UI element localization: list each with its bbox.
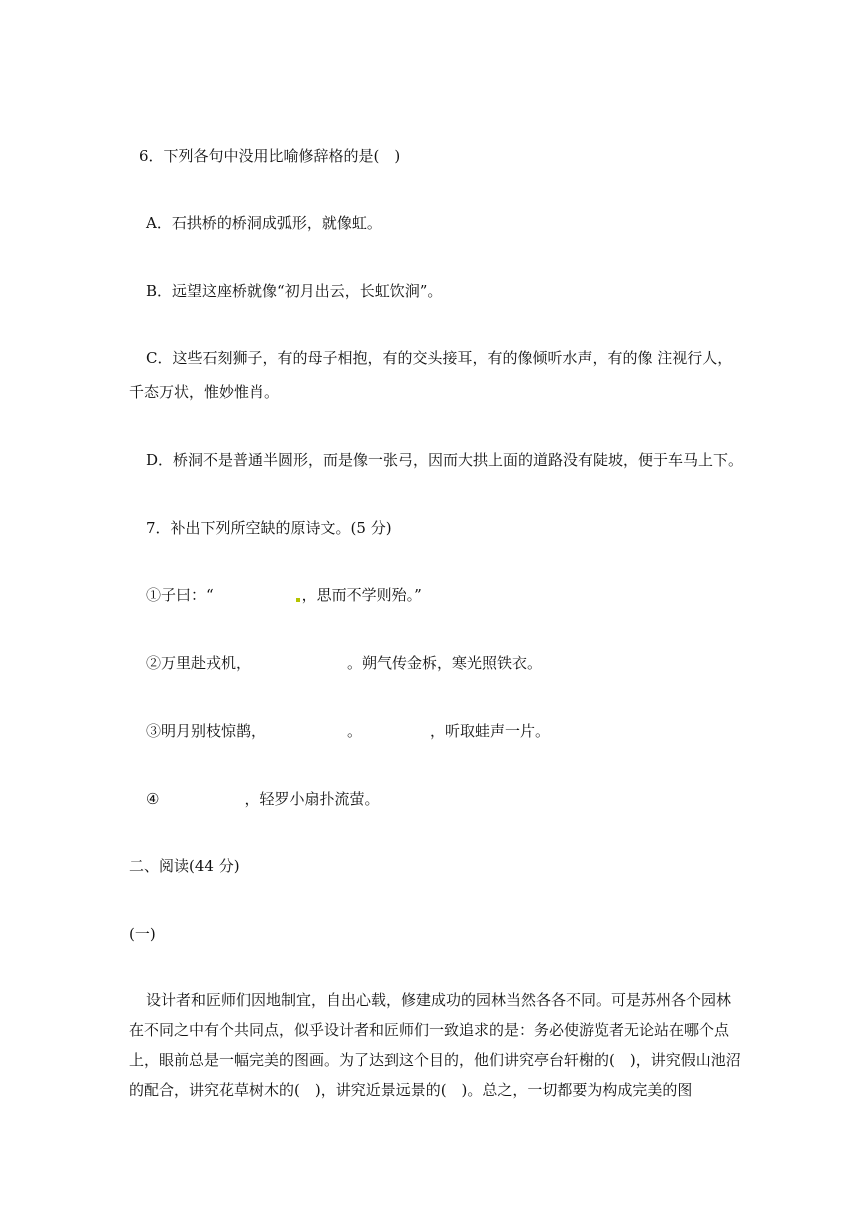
item-1-prefix: ①子曰：“: [146, 586, 214, 604]
question-6-option-a: A．石拱桥的桥洞成弧形，就像虹。: [146, 214, 382, 232]
section-2-heading: 二、阅读(44 分): [129, 857, 240, 875]
question-6-option-d: D．桥洞不是普通半圆形，而是像一张弓，因而大拱上面的道路没有陡坡，便于车马上下。: [146, 451, 744, 469]
item-4-suffix: ，轻罗小扇扑流萤。: [244, 790, 380, 808]
question-7-item-1: [146, 585, 422, 605]
question-7-item-3: [146, 721, 550, 741]
item-3-suffix: ，听取蛙声一片。: [430, 722, 551, 740]
question-7-item-4: [146, 789, 379, 809]
question-6-option-c-cont: 千态万状，惟妙惟肖。: [129, 383, 280, 401]
item-1-suffix: ，思而不学则殆。”: [301, 586, 422, 604]
item-2-suffix: 。朔气传金柝，寒光照铁衣。: [347, 654, 543, 672]
item-2-prefix: ②万里赴戎机，: [146, 654, 252, 672]
question-7-stem: 7．补出下列所空缺的原诗文。(5 分): [146, 519, 392, 537]
reading-passage: 设计者和匠师们因地制宜，自出心载，修建成功的园林当然各各不同。可是苏州各个园林在不同之中有个共同点，似乎设计者和匠师们一致追求的是：务必使游览者无论站在哪个点上，眼前总是一幅完美的图画。为了达到这个目的，他们讲究亭台轩榭的( )，讲究假山池沼的配合，讲究花草树木的( )，讲究近景远景的( )。总之，一切都要为构成完美的图: [129, 991, 741, 1099]
section-2-subheading: (一): [129, 925, 156, 943]
question-6-stem: 6．下列各句中没用比喻修辞格的是( ): [139, 147, 401, 165]
question-6-option-c: C．这些石刻狮子，有的母子相抱，有的交头接耳，有的像倾听水声，有的像 注视行人，: [146, 349, 733, 367]
item-3-prefix: ③明月别枝惊鹊，: [146, 722, 267, 740]
question-7-item-2: [146, 653, 542, 673]
mark: [296, 598, 300, 602]
item-3-mid: 。: [347, 722, 363, 740]
question-6-option-b: B．远望这座桥就像“初月出云，长虹饮涧”。: [146, 282, 443, 300]
item-4-prefix: ④: [146, 790, 160, 808]
